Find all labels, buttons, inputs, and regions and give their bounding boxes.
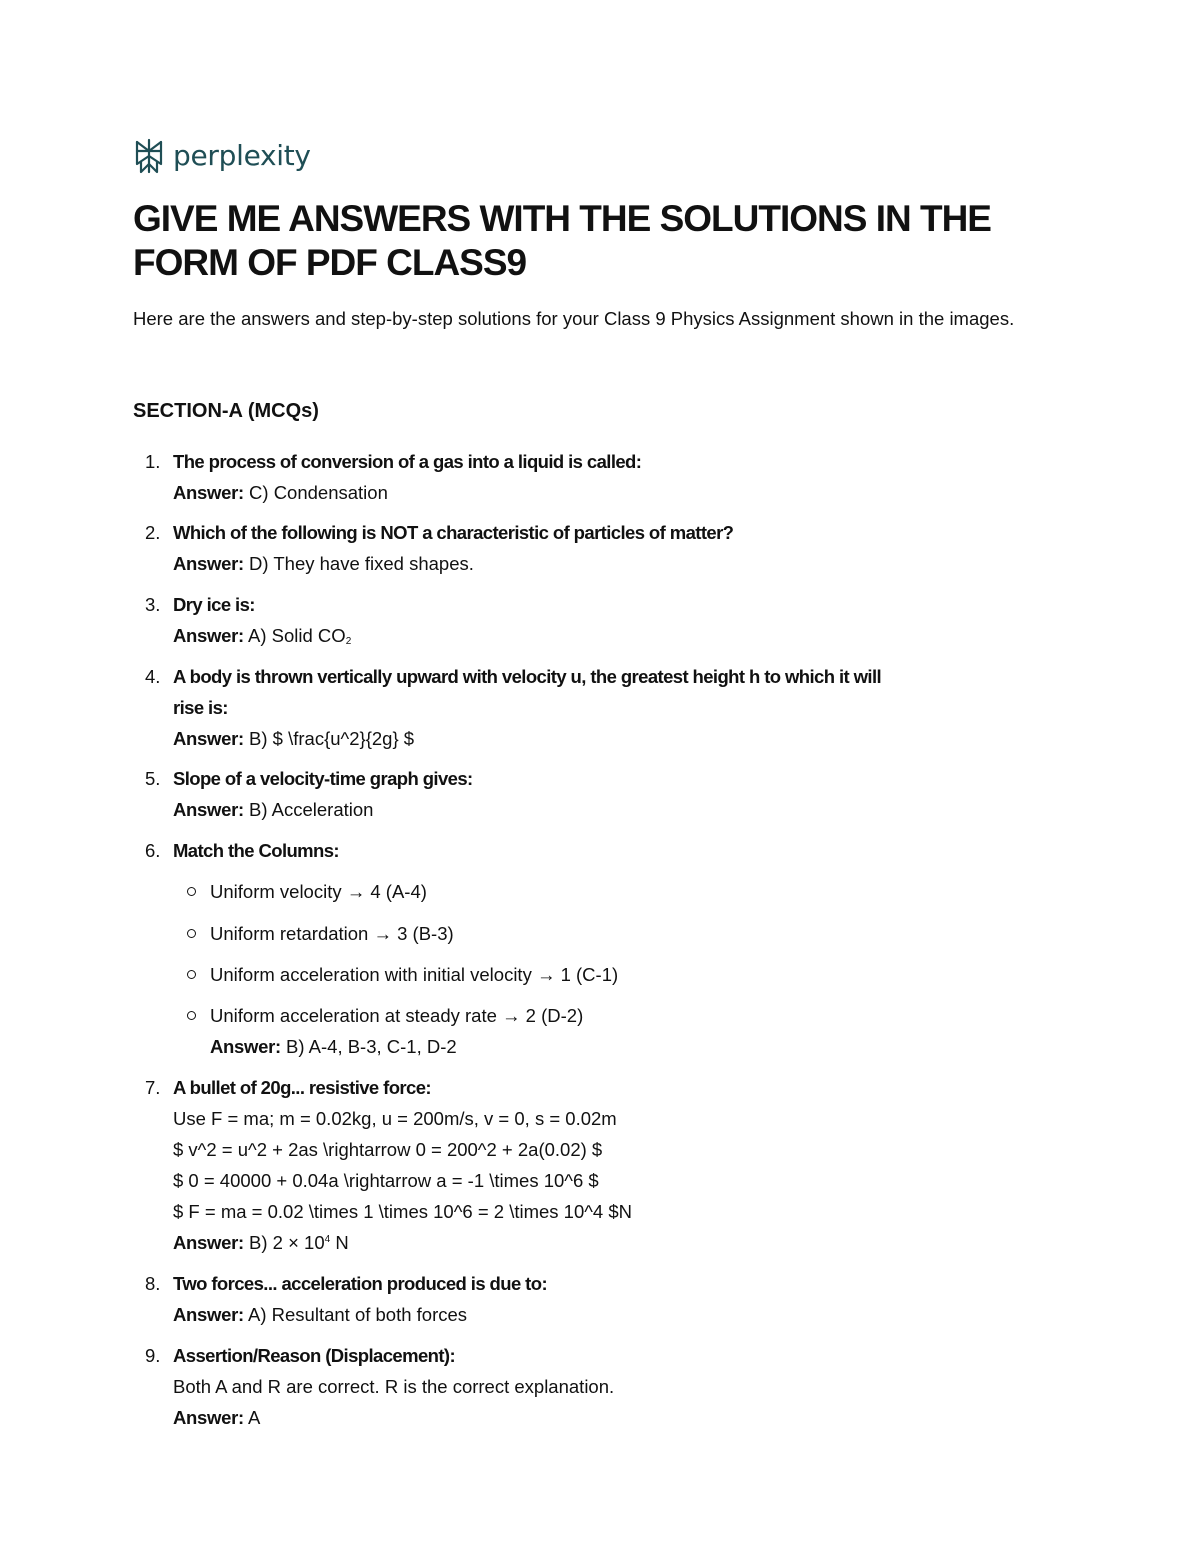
- answer-text: A: [248, 1407, 261, 1428]
- list-item: [145, 517, 1065, 579]
- list-item: [145, 446, 1065, 508]
- item-number: 8.: [145, 1273, 161, 1294]
- list-item: [145, 1340, 1065, 1433]
- answer-subscript: 2: [345, 636, 352, 647]
- perplexity-logo-icon: [133, 138, 165, 174]
- match-item-text: Uniform acceleration with initial velocity → 1 (C-1): [210, 964, 619, 985]
- explanation-text: Both A and R are correct. R is the correct explanation.: [173, 1376, 615, 1397]
- question-text: Which of the following is NOT a characteristic of particles of matter?: [173, 522, 734, 543]
- list-item: [145, 763, 1065, 825]
- item-number: 6.: [145, 840, 161, 861]
- answer-label: Answer:: [173, 1232, 244, 1253]
- answer-text: A) Solid CO: [248, 625, 346, 646]
- answer-unit: N: [330, 1232, 349, 1253]
- question-text: A bullet of 20g... resistive force:: [173, 1077, 431, 1098]
- solution-step: $ 0 = 40000 + 0.04a \rightarrow a = -1 \times 10^6 $: [173, 1170, 599, 1191]
- question-text-continued: rise is:: [173, 697, 228, 718]
- answer-text: C) Condensation: [249, 482, 388, 503]
- answer-text: B) Acceleration: [249, 799, 374, 820]
- question-text: A body is thrown vertically upward with velocity u, the greatest height h to which it will: [173, 666, 882, 687]
- item-number: 5.: [145, 768, 161, 789]
- answer-text: D) They have fixed shapes.: [249, 553, 474, 574]
- match-item-text: Uniform acceleration at steady rate → 2 (D-2): [210, 1005, 584, 1026]
- bullet-icon: [187, 970, 196, 979]
- answer-label: Answer:: [210, 1036, 281, 1057]
- match-item: [187, 1000, 1067, 1062]
- bullet-icon: [187, 1011, 196, 1020]
- answer-label: Answer:: [173, 728, 244, 749]
- question-text: Slope of a velocity-time graph gives:: [173, 768, 473, 789]
- brand-name: perplexity: [173, 139, 311, 172]
- question-text: Assertion/Reason (Displacement):: [173, 1345, 456, 1366]
- brand-logo: [133, 138, 311, 174]
- bullet-icon: [187, 929, 196, 938]
- match-item: [187, 959, 1067, 990]
- question-text: Two forces... acceleration produced is due to:: [173, 1273, 547, 1294]
- solution-step: Use F = ma; m = 0.02kg, u = 200m/s, v = 0, s = 0.02m: [173, 1108, 617, 1129]
- answer-text: B) $ \frac{u^2}{2g} $: [249, 728, 415, 749]
- answer-label: Answer:: [173, 625, 244, 646]
- answer-label: Answer:: [173, 799, 244, 820]
- item-number: 1.: [145, 451, 161, 472]
- answer-label: Answer:: [173, 482, 244, 503]
- answer-label: Answer:: [173, 1304, 244, 1325]
- intro-paragraph: Here are the answers and step-by-step solutions for your Class 9 Physics Assignment shown in the images.: [133, 308, 1015, 329]
- answer-label: Answer:: [173, 553, 244, 574]
- question-text: The process of conversion of a gas into a liquid is called:: [173, 451, 642, 472]
- solution-step: $ v^2 = u^2 + 2as \rightarrow 0 = 200^2 + 2a(0.02) $: [173, 1139, 603, 1160]
- answer-exponent: 4: [324, 1234, 331, 1245]
- match-item: [187, 876, 1067, 907]
- list-item: [145, 1072, 1065, 1258]
- list-item: [145, 835, 1065, 866]
- bullet-icon: [187, 887, 196, 896]
- item-number: 7.: [145, 1077, 161, 1098]
- list-item: [145, 589, 1065, 651]
- list-item: [145, 661, 1065, 754]
- solution-step: $ F = ma = 0.02 \times 1 \times 10^6 = 2 \times 10^4 $N: [173, 1201, 633, 1222]
- item-number: 2.: [145, 522, 161, 543]
- question-text: Dry ice is:: [173, 594, 255, 615]
- item-number: 9.: [145, 1345, 161, 1366]
- match-item-text: Uniform retardation → 3 (B-3): [210, 923, 454, 944]
- answer-text: B) 2 × 10: [249, 1232, 325, 1253]
- item-number: 4.: [145, 666, 161, 687]
- page-title: GIVE ME ANSWERS WITH THE SOLUTIONS IN THE FORM OF PDF CLASS9: [133, 198, 991, 283]
- answer-text: A) Resultant of both forces: [248, 1304, 468, 1325]
- question-text: Match the Columns:: [173, 840, 339, 861]
- answer-text: B) A-4, B-3, C-1, D-2: [286, 1036, 457, 1057]
- match-item-text: Uniform velocity → 4 (A-4): [210, 881, 427, 902]
- match-item: [187, 918, 1067, 949]
- item-number: 3.: [145, 594, 161, 615]
- list-item: [145, 1268, 1065, 1330]
- answer-label: Answer:: [173, 1407, 244, 1428]
- section-heading: SECTION-A (MCQs): [133, 400, 319, 422]
